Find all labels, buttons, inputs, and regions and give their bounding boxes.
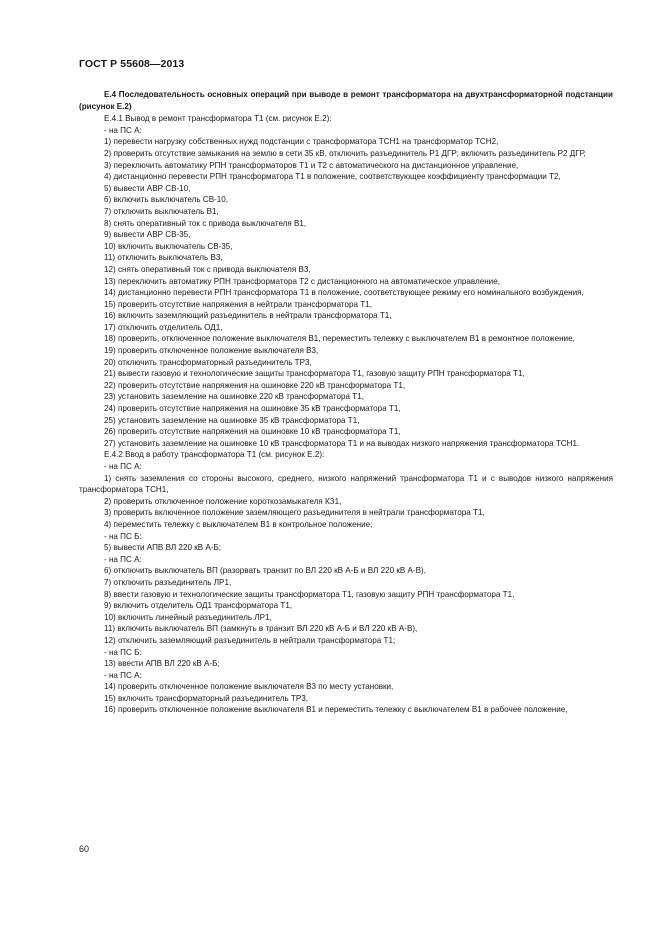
document-header: ГОСТ Р 55608—2013 [79, 58, 185, 70]
document-paragraph: 15) проверить отсутствие напряжения в нейтрали трансформатора Т1, [104, 299, 372, 309]
document-paragraph: Е.4.1 Вывод в ремонт трансформатора Т1 (см. рисунок Е.2): [104, 114, 332, 124]
document-paragraph: 21) вывести газовую и технологические защиты трансформатора Т1, газовую защиту РПН трансформатора Т1, [104, 369, 525, 379]
document-paragraph: 16) проверить отключенное положение выключателя В1 и переместить тележку с выключателем В1 в рабочее положение, [104, 705, 568, 715]
document-paragraph: - на ПС Б: [104, 647, 142, 657]
document-paragraph: 2) проверить отключенное положение короткозамыкателя КЗ1, [104, 496, 342, 506]
document-paragraph: 20) отключить трансформаторный разъединитель ТР3, [104, 357, 312, 367]
document-paragraph: 7) отключить выключатель В1, [104, 206, 219, 216]
document-paragraph: - на ПС А: [104, 554, 142, 564]
document-paragraph: 5) вывести АВР СВ-10, [104, 183, 191, 193]
page-number: 60 [79, 844, 90, 854]
document-paragraph: - на ПС А: [104, 670, 142, 680]
document-paragraph: - на ПС А: [104, 462, 142, 471]
document-paragraph: 3) проверить включенное положение заземляющего разъединителя в нейтрали трансформатора Т1, [104, 508, 485, 518]
document-paragraph: 17) отключить отделитель ОД1, [104, 322, 223, 332]
document-paragraph: 24) проверить отсутствие напряжения на ошиновке 35 кВ трансформатора Т1, [104, 404, 401, 414]
document-paragraph: 18) проверить, отключенное положение выключателя В1, переместить тележку с выключателем В1 в ремонтное положение, [104, 334, 575, 344]
document-paragraph: 23) установить заземление на ошиновке 220 кВ трансформатора Т1, [104, 392, 364, 402]
document-paragraph: 9) включить отделитель ОД1 трансформатора Т1, [104, 601, 293, 611]
document-paragraph: 16) включить заземляющий разъединитель в нейтрали трансформатора Т1, [104, 311, 392, 321]
document-paragraph: 1) снять заземления со стороны высокого, среднего, низкого напряжений трансформатора Т1 и с выводов низкого напряжения трансформатора ТСН1, [79, 473, 613, 495]
document-paragraph: 26) проверить отсутствие напряжения на ошиновке 10 кВ трансформатора Т1, [104, 427, 401, 437]
document-paragraph: - на ПС А: [104, 125, 142, 135]
document-paragraph: 27) установить заземление на ошиновке 10 кВ трансформатора Т1 и на выводах низкого напряжения трансформатора ТСН1. [104, 438, 580, 448]
document-paragraph: 10) включить выключатель СВ-35, [104, 241, 233, 251]
document-paragraph: 2) проверить отсутствие замыкания на землю в сети 35 кВ, отключить разъединитель Р1 ДГР; включить разъединитель Р2 ДГР, [104, 148, 586, 158]
document-paragraph: 14) проверить отключенное положение выключателя В3 по месту установки, [104, 682, 394, 692]
document-paragraph: 5) вывести АПВ ВЛ 220 кВ А-Б; [104, 543, 222, 553]
paragraph-list [79, 113, 613, 716]
document-paragraph: - на ПС Б: [104, 531, 142, 541]
document-paragraph: 6) отключить выключатель ВП (разорвать транзит по ВЛ 220 кВ А-Б и ВЛ 220 кВ А-В), [104, 566, 426, 576]
document-paragraph: 19) проверить отключенное положение выключателя В3, [104, 346, 319, 356]
document-paragraph: 6) включить выключатель СВ-10, [104, 195, 229, 205]
document-paragraph: 25) установить заземление на ошиновке 35 кВ трансформатора Т1, [104, 415, 360, 425]
document-paragraph: 12) отключить заземляющий разъединитель в нейтрали трансформатора Т1; [104, 635, 396, 645]
document-paragraph: 11) включить выключатель ВП (замкнуть в транзит ВЛ 220 кВ А-Б и ВЛ 220 кВ А-В), [104, 624, 418, 634]
document-body [79, 89, 613, 716]
document-paragraph: 13) ввести АПВ ВЛ 220 кВ А-Б; [104, 659, 220, 669]
document-paragraph: 15) включить трансформаторный разъединитель ТР3, [104, 693, 309, 703]
document-paragraph: 14) дистанционно перевести РПН трансформатора Т1 в положение, соответствующее режиму его номинального возбуждения, [104, 288, 584, 298]
document-paragraph: 13) переключить автоматику РПН трансформатора Т2 с дистанционного на автоматическое управление, [104, 276, 500, 286]
document-paragraph: 3) переключить автоматику РПН трансформаторов Т1 и Т2 с автоматического на дистанционное управление, [104, 160, 519, 170]
document-paragraph: 11) отключить выключатель В3, [104, 253, 223, 263]
document-paragraph: 9) вывести АВР СВ-35, [104, 230, 191, 240]
section-heading: Е.4 Последовательность основных операций при выводе в ремонт трансформатора на двухтрансформаторной подстанции (рисунок Е.2) [79, 90, 613, 111]
document-paragraph: 22) проверить отсутствие напряжения на ошиновке 220 кВ трансформатора Т1, [104, 380, 406, 390]
document-paragraph: 4) переместить тележку с выключателем В1 в контрольное положение; [104, 519, 373, 529]
document-paragraph: Е.4.2 Ввод в работу трансформатора Т1 (см. рисунок Е.2): [104, 450, 325, 460]
document-paragraph: 4) дистанционно перевести РПН трансформатора Т1 в положение, соответствующее коэффициенту трансформации Т2, [104, 172, 561, 182]
document-paragraph: 8) снять оперативный ток с привода выключателя В1, [104, 218, 307, 228]
document-paragraph: 10) включить линейный разъединитель ЛР1, [104, 612, 272, 622]
document-paragraph: 12) снять оперативный ток с привода выключателя В3, [104, 264, 311, 274]
document-paragraph: 7) отключить разъединитель ЛР1, [104, 577, 232, 587]
document-paragraph: 1) перевести нагрузку собственных нужд подстанции с трансформатора ТСН1 на трансформатор ТСН2, [104, 137, 499, 147]
document-paragraph: 8) ввести газовую и технологические защиты трансформатора Т1, газовую защиту РПН трансформатора Т1, [104, 589, 515, 599]
